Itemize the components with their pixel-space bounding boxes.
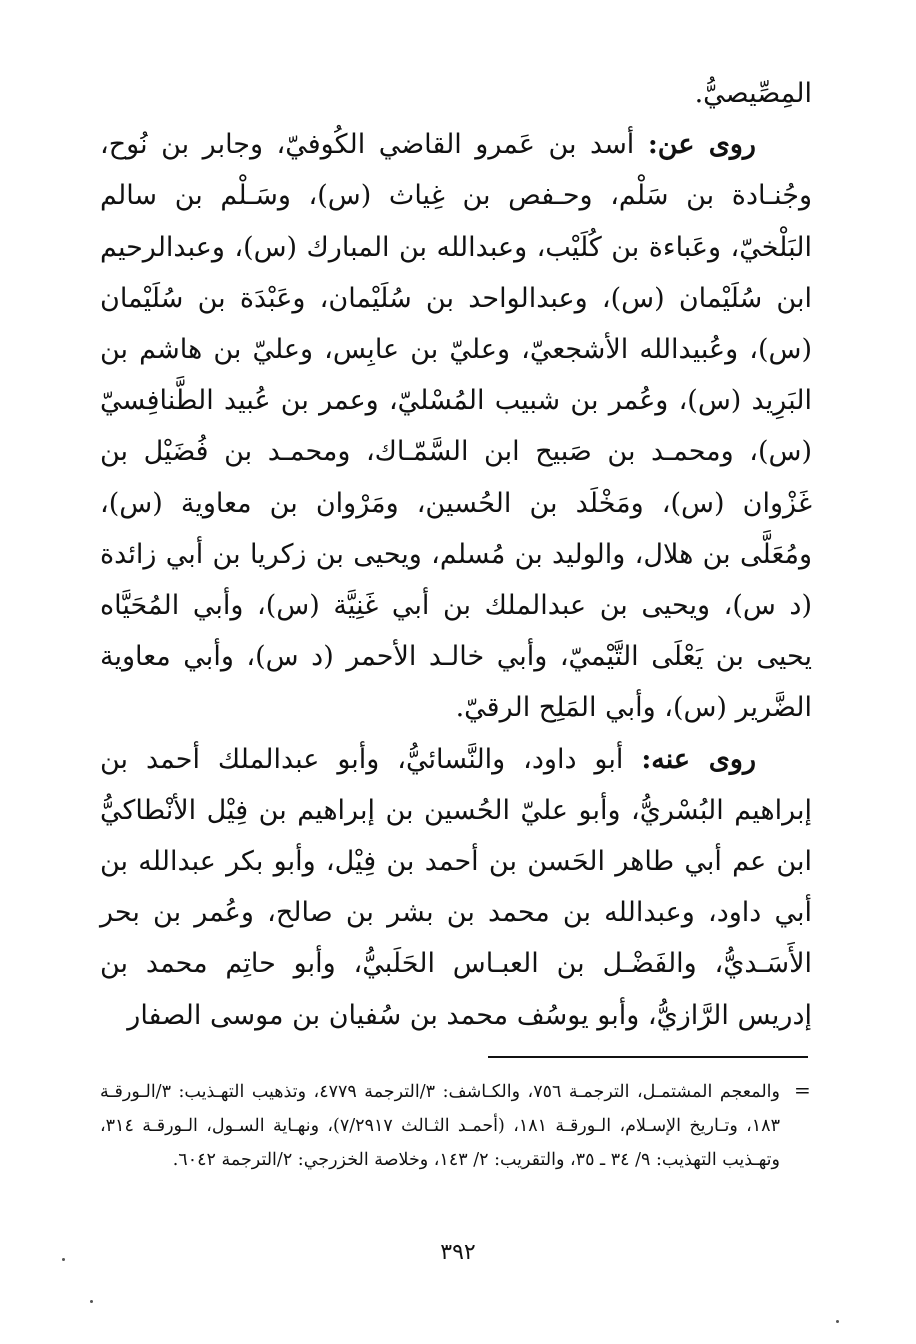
narrated-from-text: أسد بن عَمرو القاضي الكُوفيّ، وجابر بن نُوح، وجُنـادة بن سَلْم، وحـفص بن غِياث (س)، وسَـلْم بن سالم البَلْخيّ، وعَباءة بن كُلَيْب، وعبدالله بن المبارك (س)، وعبدالرحيم ابن سُلَيْمان (س)، وعبدالواحد بن سُلَيْمان، وعَبْدَة بن سُلَيْمان (س)، وعُبيدالله الأشجعيّ، وعليّ بن عابِس، وعليّ بن هاشم بن البَرِيد (س)، وعُمر بن شبيب المُسْليّ، وعمر بن عُبيد الطَّنافِسيّ (س)، ومحمـد بن صَبيح ابن السَّمّـاك، ومحمـد بن فُضَيْل بن غَزْوان (س)، ومَخْلَد بن الحُسين، ومَرْوان بن معاوية (س)، ومُعَلَّى بن هلال، والوليد بن مُسلم، ويحيى بن زكريا بن أبي زائدة (د س)، ويحيى بن عبدالملك بن أبي غَنِيَّة (س)، وأبي المُحَيَّاه يحيى بن يَعْلَى التَّيْميّ، وأبي خالـد الأحمر (د س)، وأبي معاوية الضَّرير (س)، وأبي المَلِح الرقيّ. xyxy=(100,129,812,724)
scan-speck xyxy=(62,1258,65,1261)
scan-speck xyxy=(90,1300,93,1303)
footnote-separator xyxy=(488,1056,808,1058)
narrated-by-label: روى عنه: xyxy=(641,743,756,775)
narrated-from-paragraph xyxy=(100,119,812,733)
footnote-continuation-marker: = xyxy=(794,1078,811,1102)
narrated-from-label: روى عن: xyxy=(647,129,756,161)
narrated-by-paragraph xyxy=(100,734,812,1041)
footnote-text: والمعجم المشتمـل، الترجمـة ٧٥٦، والكـاشف: ٣/الترجمة ٤٧٧٩، وتذهيب التهـذيب: ٣/الـورقـة ١٨٣، وتـاريخ الإسـلام، الـورقـة ١٨١، (أحمـد الثـالث ٧/٢٩١٧)، ونهـاية السـول، الـورقـة ٣١٤، وتهـذيب التهذيب: ٩/ ٣٤ ـ ٣٥، والتقريب: ٢/ ١٤٣، وخلاصة الخزرجي: ٢/الترجمة ٦٠٤٢. xyxy=(100,1082,780,1170)
page-number: ٣٩٢ xyxy=(440,1240,476,1265)
scan-speck xyxy=(836,1320,839,1323)
continuation-line: المِصِّيصيُّ. xyxy=(694,78,812,109)
main-text xyxy=(100,68,812,1041)
narrated-by-text: أبو داود، والنَّسائيُّ، وأبو عبدالملك أحمد بن إبراهيم البُسْريُّ، وأبو عليّ الحُسين بن إبراهيم بن فِيْل الأنْطاكيُّ ابن عم أبي طاهر الحَسن بن أحمد بن فِيْل، وأبو بكر عبدالله بن أبي داود، وعبدالله بن محمد بن بشر بن صالح، وعُمر بن بحر الأَسَـديُّ، والفَضْـل بن العبـاس الحَلَبيُّ، وأبو حاتِم محمد بن إدريس الرَّازيُّ، وأبو يوسُف محمد بن سُفيان بن موسى الصفار xyxy=(100,743,812,1031)
